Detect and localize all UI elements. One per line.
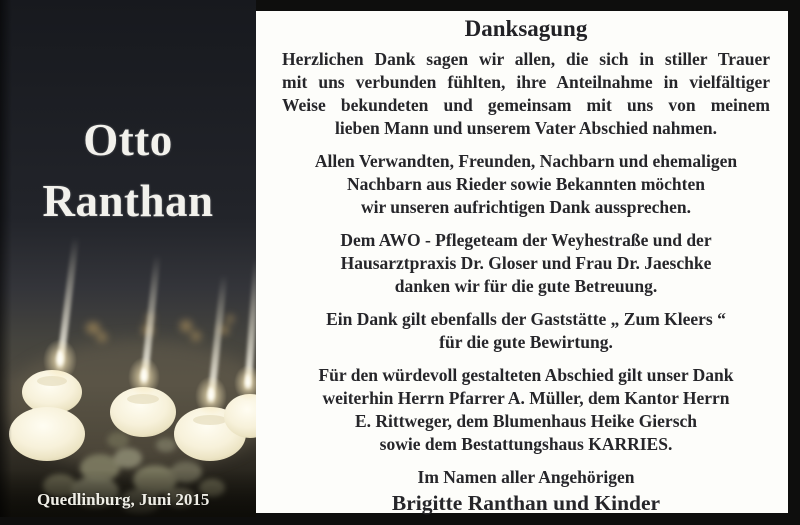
notice-line: mit uns verbunden fühlten, ihre Anteilnahme in vielfältiger [282, 72, 770, 92]
notice-line: Ein Dank gilt ebenfalls der Gaststätte „ Zum Kleers “ [326, 309, 726, 329]
deceased-first-name: Otto [83, 115, 173, 165]
closing-intro: Im Namen aller Angehörigen [417, 467, 635, 487]
notice-line: E. Rittweger, dem Blumenhaus Heike Giersch [354, 411, 698, 431]
candles-image [0, 0, 256, 517]
notice-line: Herzlichen Dank sagen wir allen, die sich in stiller Trauer [282, 49, 770, 69]
deceased-name [0, 110, 256, 232]
notice-line: Nachbarn aus Rieder sowie Bekannten möchten [347, 174, 705, 194]
notice-paragraphs [282, 48, 770, 456]
notice-line: wir unseren aufrichtigen Dank aussprechen. [360, 197, 692, 217]
notice-paragraph [282, 150, 770, 219]
notice-line: weiterhin Herrn Pfarrer A. Müller, dem Kantor Herrn [322, 388, 730, 408]
notice-line: Allen Verwandten, Freunden, Nachbarn und ehemaligen [314, 151, 738, 171]
notice-line: Dem AWO - Pflegeteam der Weyhestraße und der [340, 230, 712, 250]
notice-line: lieben Mann und unserem Vater Abschied nahmen. [334, 118, 717, 138]
notice-paragraph [282, 48, 770, 140]
closing-block [282, 466, 770, 517]
notice-line: danken wir für die gute Betreuung. [394, 276, 658, 296]
notice-line: Hausarztpraxis Dr. Gloser und Frau Dr. Jaeschke [340, 253, 712, 273]
place-date: Quedlinburg, Juni 2015 [37, 490, 210, 509]
notice-line: Für den würdevoll gestalteten Abschied gilt unser Dank [318, 365, 734, 385]
notice-paragraph [282, 229, 770, 298]
signature: Brigitte Ranthan und Kinder [391, 491, 661, 515]
notice-line: sowie dem Bestattungshaus KARRIES. [379, 434, 673, 454]
notice-panel [256, 11, 788, 513]
memorial-photo [0, 0, 256, 517]
notice-paragraph [282, 308, 770, 354]
notice-paragraph [282, 364, 770, 456]
notice-line: Weise bekundeten und gemeinsam mit uns von meinem [282, 95, 770, 115]
notice-title: Danksagung [464, 16, 588, 41]
deceased-last-name: Ranthan [42, 176, 214, 226]
notice-line: für die gute Bewirtung. [439, 332, 613, 352]
